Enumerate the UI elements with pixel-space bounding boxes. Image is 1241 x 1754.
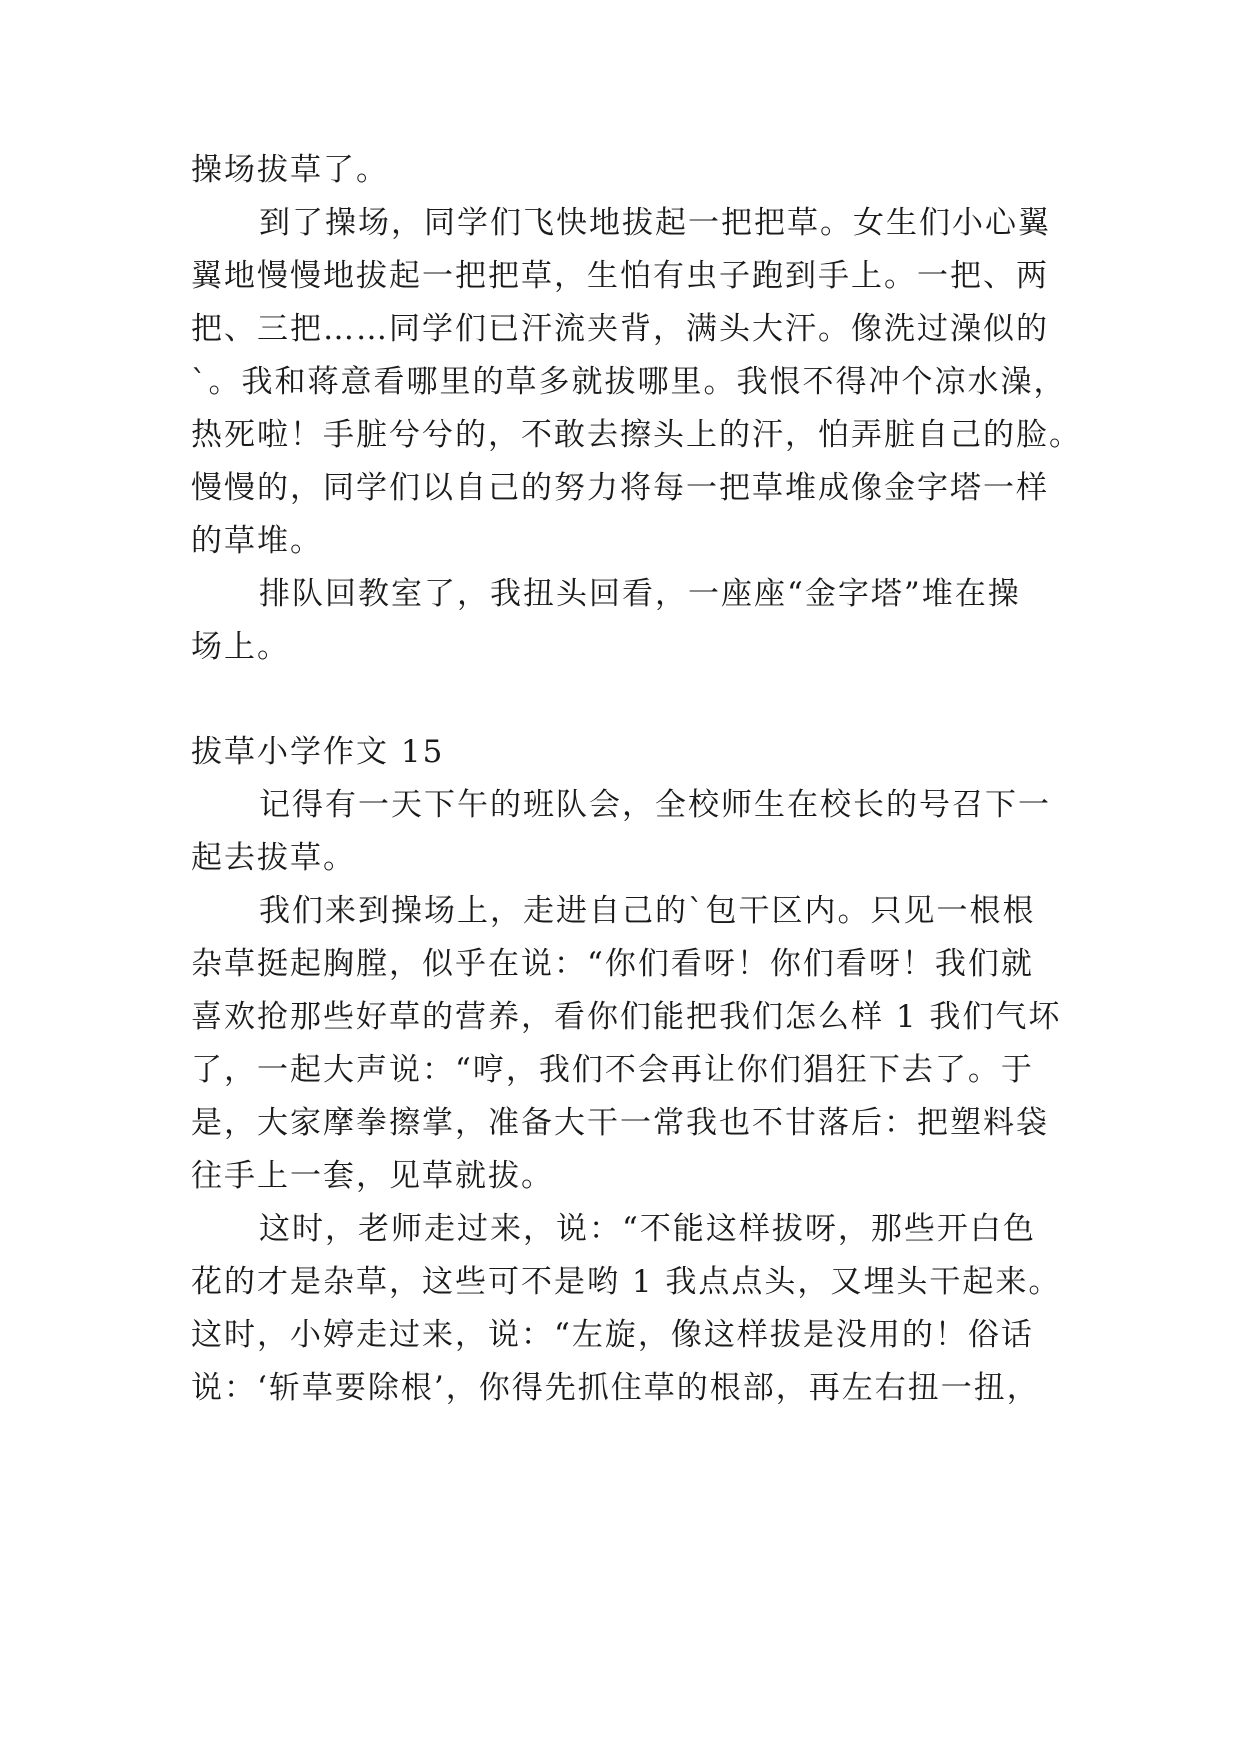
- text-line: 翼地慢慢地拔起一把把草，生怕有虫子跑到手上。一把、两: [191, 258, 1049, 294]
- text-line: `。我和蒋意看哪里的草多就拔哪里。我恨不得冲个凉水澡，: [191, 364, 1067, 400]
- text-line: 往手上一套，见草就拔。: [191, 1158, 554, 1194]
- paragraph-start: 这时，老师走过来，说：“不能这样拔呀，那些开白色: [259, 1211, 1036, 1247]
- text-line: 场上。: [191, 629, 290, 665]
- text-line: 说：‘斩草要除根’，你得先抓住草的根部，再左右扭一扭，: [191, 1370, 1040, 1406]
- paragraph-start: 到了操场，同学们飞快地拔起一把把草。女生们小心翼: [259, 205, 1051, 241]
- text-line: 热死啦！手脏兮兮的，不敢去擦头上的汗，怕弄脏自己的脸。: [191, 417, 1082, 453]
- paragraph-start: 排队回教室了，我扭头回看，一座座“金字塔”堆在操: [259, 576, 1021, 612]
- text-line: 喜欢抢那些好草的营养，看你们能把我们怎么样 1 我们气坏: [191, 999, 1062, 1035]
- text-line: 慢慢的，同学们以自己的努力将每一把草堆成像金字塔一样: [191, 470, 1049, 506]
- text-line: 了，一起大声说：“哼，我们不会再让你们猖狂下去了。于: [191, 1052, 1034, 1088]
- text-line: 起去拔草。: [191, 840, 356, 876]
- paragraph-start: 记得有一天下午的班队会，全校师生在校长的号召下一: [259, 787, 1051, 823]
- section-heading: 拔草小学作文 15: [191, 734, 445, 770]
- text-line: 操场拔草了。: [191, 152, 389, 188]
- text-line: 是，大家摩拳擦掌，准备大干一常我也不甘落后：把塑料袋: [191, 1105, 1049, 1141]
- text-line: 这时，小婷走过来，说：“左旋，像这样拔是没用的！俗话: [191, 1317, 1034, 1353]
- text-line: 花的才是杂草，这些可不是哟 1 我点点头，又埋头干起来。: [191, 1264, 1062, 1300]
- text-line: 的草堆。: [191, 523, 323, 559]
- paragraph-start: 我们来到操场上，走进自己的`包干区内。只见一根根: [259, 893, 1036, 929]
- text-line: 杂草挺起胸膛，似乎在说：“你们看呀！你们看呀！我们就: [191, 946, 1034, 982]
- text-line: 把、三把……同学们已汗流夹背，满头大汗。像洗过澡似的: [191, 311, 1049, 347]
